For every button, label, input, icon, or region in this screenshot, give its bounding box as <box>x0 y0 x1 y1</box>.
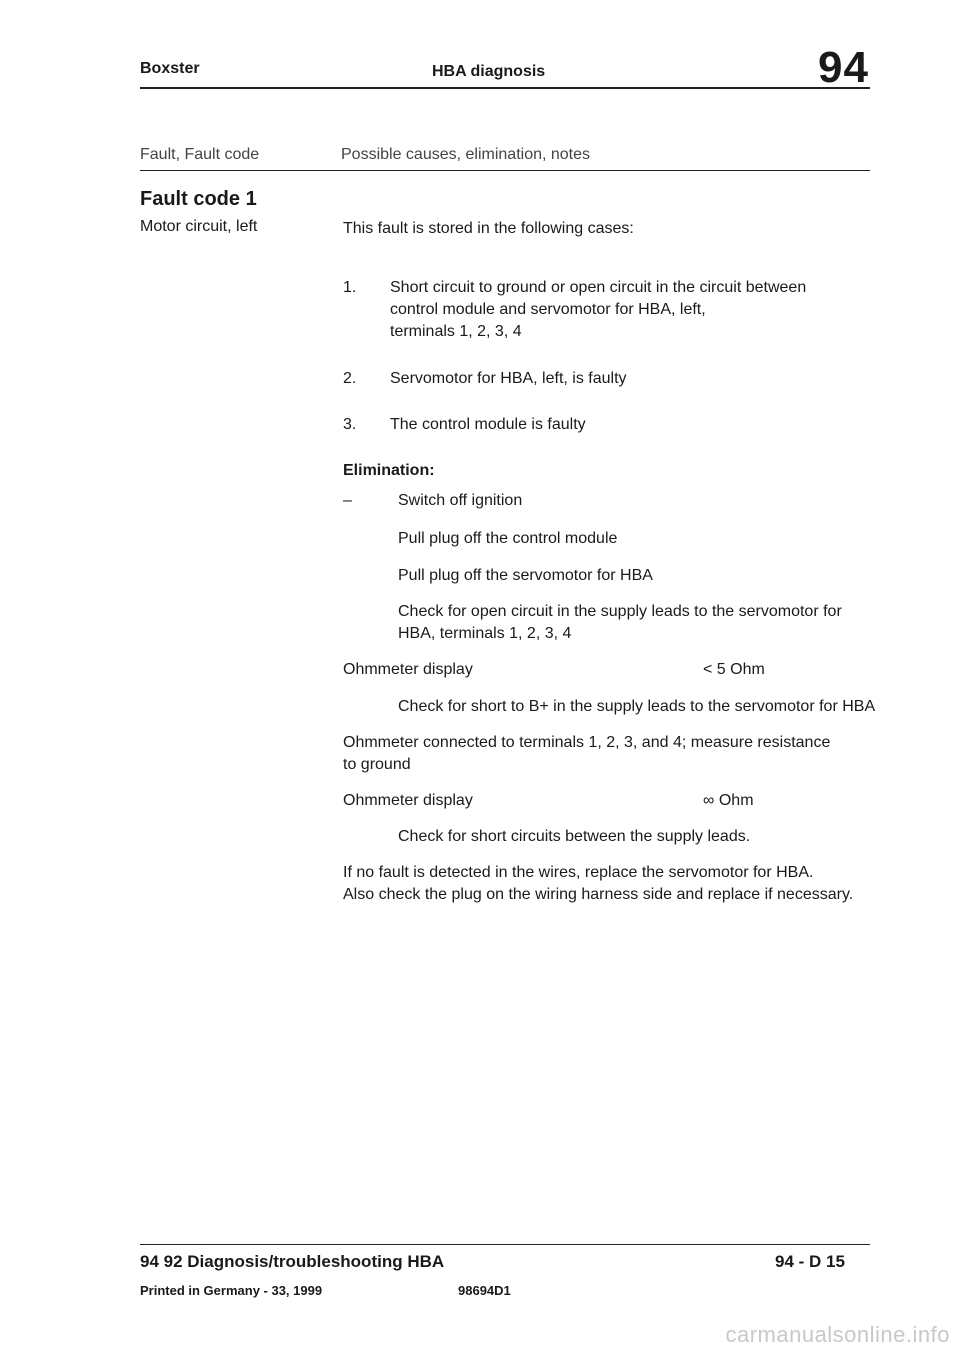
cause-2-number: 2. <box>343 370 357 387</box>
cause-1-line-3: terminals 1, 2, 3, 4 <box>390 323 522 340</box>
column-header-fault: Fault, Fault code <box>140 146 260 163</box>
footer-doc-number: 98694D1 <box>458 1283 511 1298</box>
intro-text: This fault is stored in the following cases: <box>343 220 634 237</box>
cause-1-line-2: control module and servomotor for HBA, left, <box>390 301 706 318</box>
elimination-heading: Elimination: <box>343 462 435 479</box>
footer-section-title: 94 92 Diagnosis/troubleshooting HBA <box>140 1252 445 1271</box>
step-4-line-2: HBA, terminals 1, 2, 3, 4 <box>398 625 572 642</box>
ohmmeter-label-1: Ohmmeter display <box>343 661 473 678</box>
column-header-rule <box>140 170 870 171</box>
footer-printed: Printed in Germany - 33, 1999 <box>140 1283 323 1298</box>
ohmmeter-connect-line-1: Ohmmeter connected to terminals 1, 2, 3, and 4; measure resistance <box>343 734 831 751</box>
header-group-number: 94 <box>818 43 869 92</box>
step-3-text: Pull plug off the servomotor for HBA <box>398 567 653 584</box>
header-title: HBA diagnosis <box>432 63 546 80</box>
header-rule <box>140 87 870 89</box>
step-4-line-1: Check for open circuit in the supply leads to the servomotor for <box>398 603 842 620</box>
watermark: carmanualsonline.info <box>725 1322 950 1347</box>
cause-3-text: The control module is faulty <box>390 416 586 433</box>
header-model: Boxster <box>140 60 200 77</box>
step-1-dash: – <box>343 492 352 509</box>
final-note-line-1: If no fault is detected in the wires, replace the servomotor for HBA. <box>343 864 814 881</box>
footer-page-number: 94 - D 15 <box>775 1252 845 1271</box>
footer-rule <box>140 1244 870 1245</box>
cause-1-number: 1. <box>343 279 357 296</box>
fault-code-title: Fault code 1 <box>140 188 257 210</box>
ohmmeter-value-2: ∞ Ohm <box>703 792 754 809</box>
step-6-text: Check for short circuits between the supply leads. <box>398 828 751 845</box>
cause-2-text: Servomotor for HBA, left, is faulty <box>390 370 627 387</box>
cause-3-number: 3. <box>343 416 357 433</box>
ohmmeter-value-1: < 5 Ohm <box>703 661 765 678</box>
ohmmeter-label-2: Ohmmeter display <box>343 792 473 809</box>
ohmmeter-connect-line-2: to ground <box>343 756 411 773</box>
fault-code-description: Motor circuit, left <box>140 218 258 235</box>
step-5-text: Check for short to B+ in the supply leads to the servomotor for HBA <box>398 698 876 715</box>
step-2-text: Pull plug off the control module <box>398 530 618 547</box>
column-header-causes: Possible causes, elimination, notes <box>341 146 591 163</box>
final-note-line-2: Also check the plug on the wiring harness side and replace if necessary. <box>343 886 854 903</box>
step-1-text: Switch off ignition <box>398 492 523 509</box>
cause-1-line-1: Short circuit to ground or open circuit in the circuit between <box>390 279 807 296</box>
